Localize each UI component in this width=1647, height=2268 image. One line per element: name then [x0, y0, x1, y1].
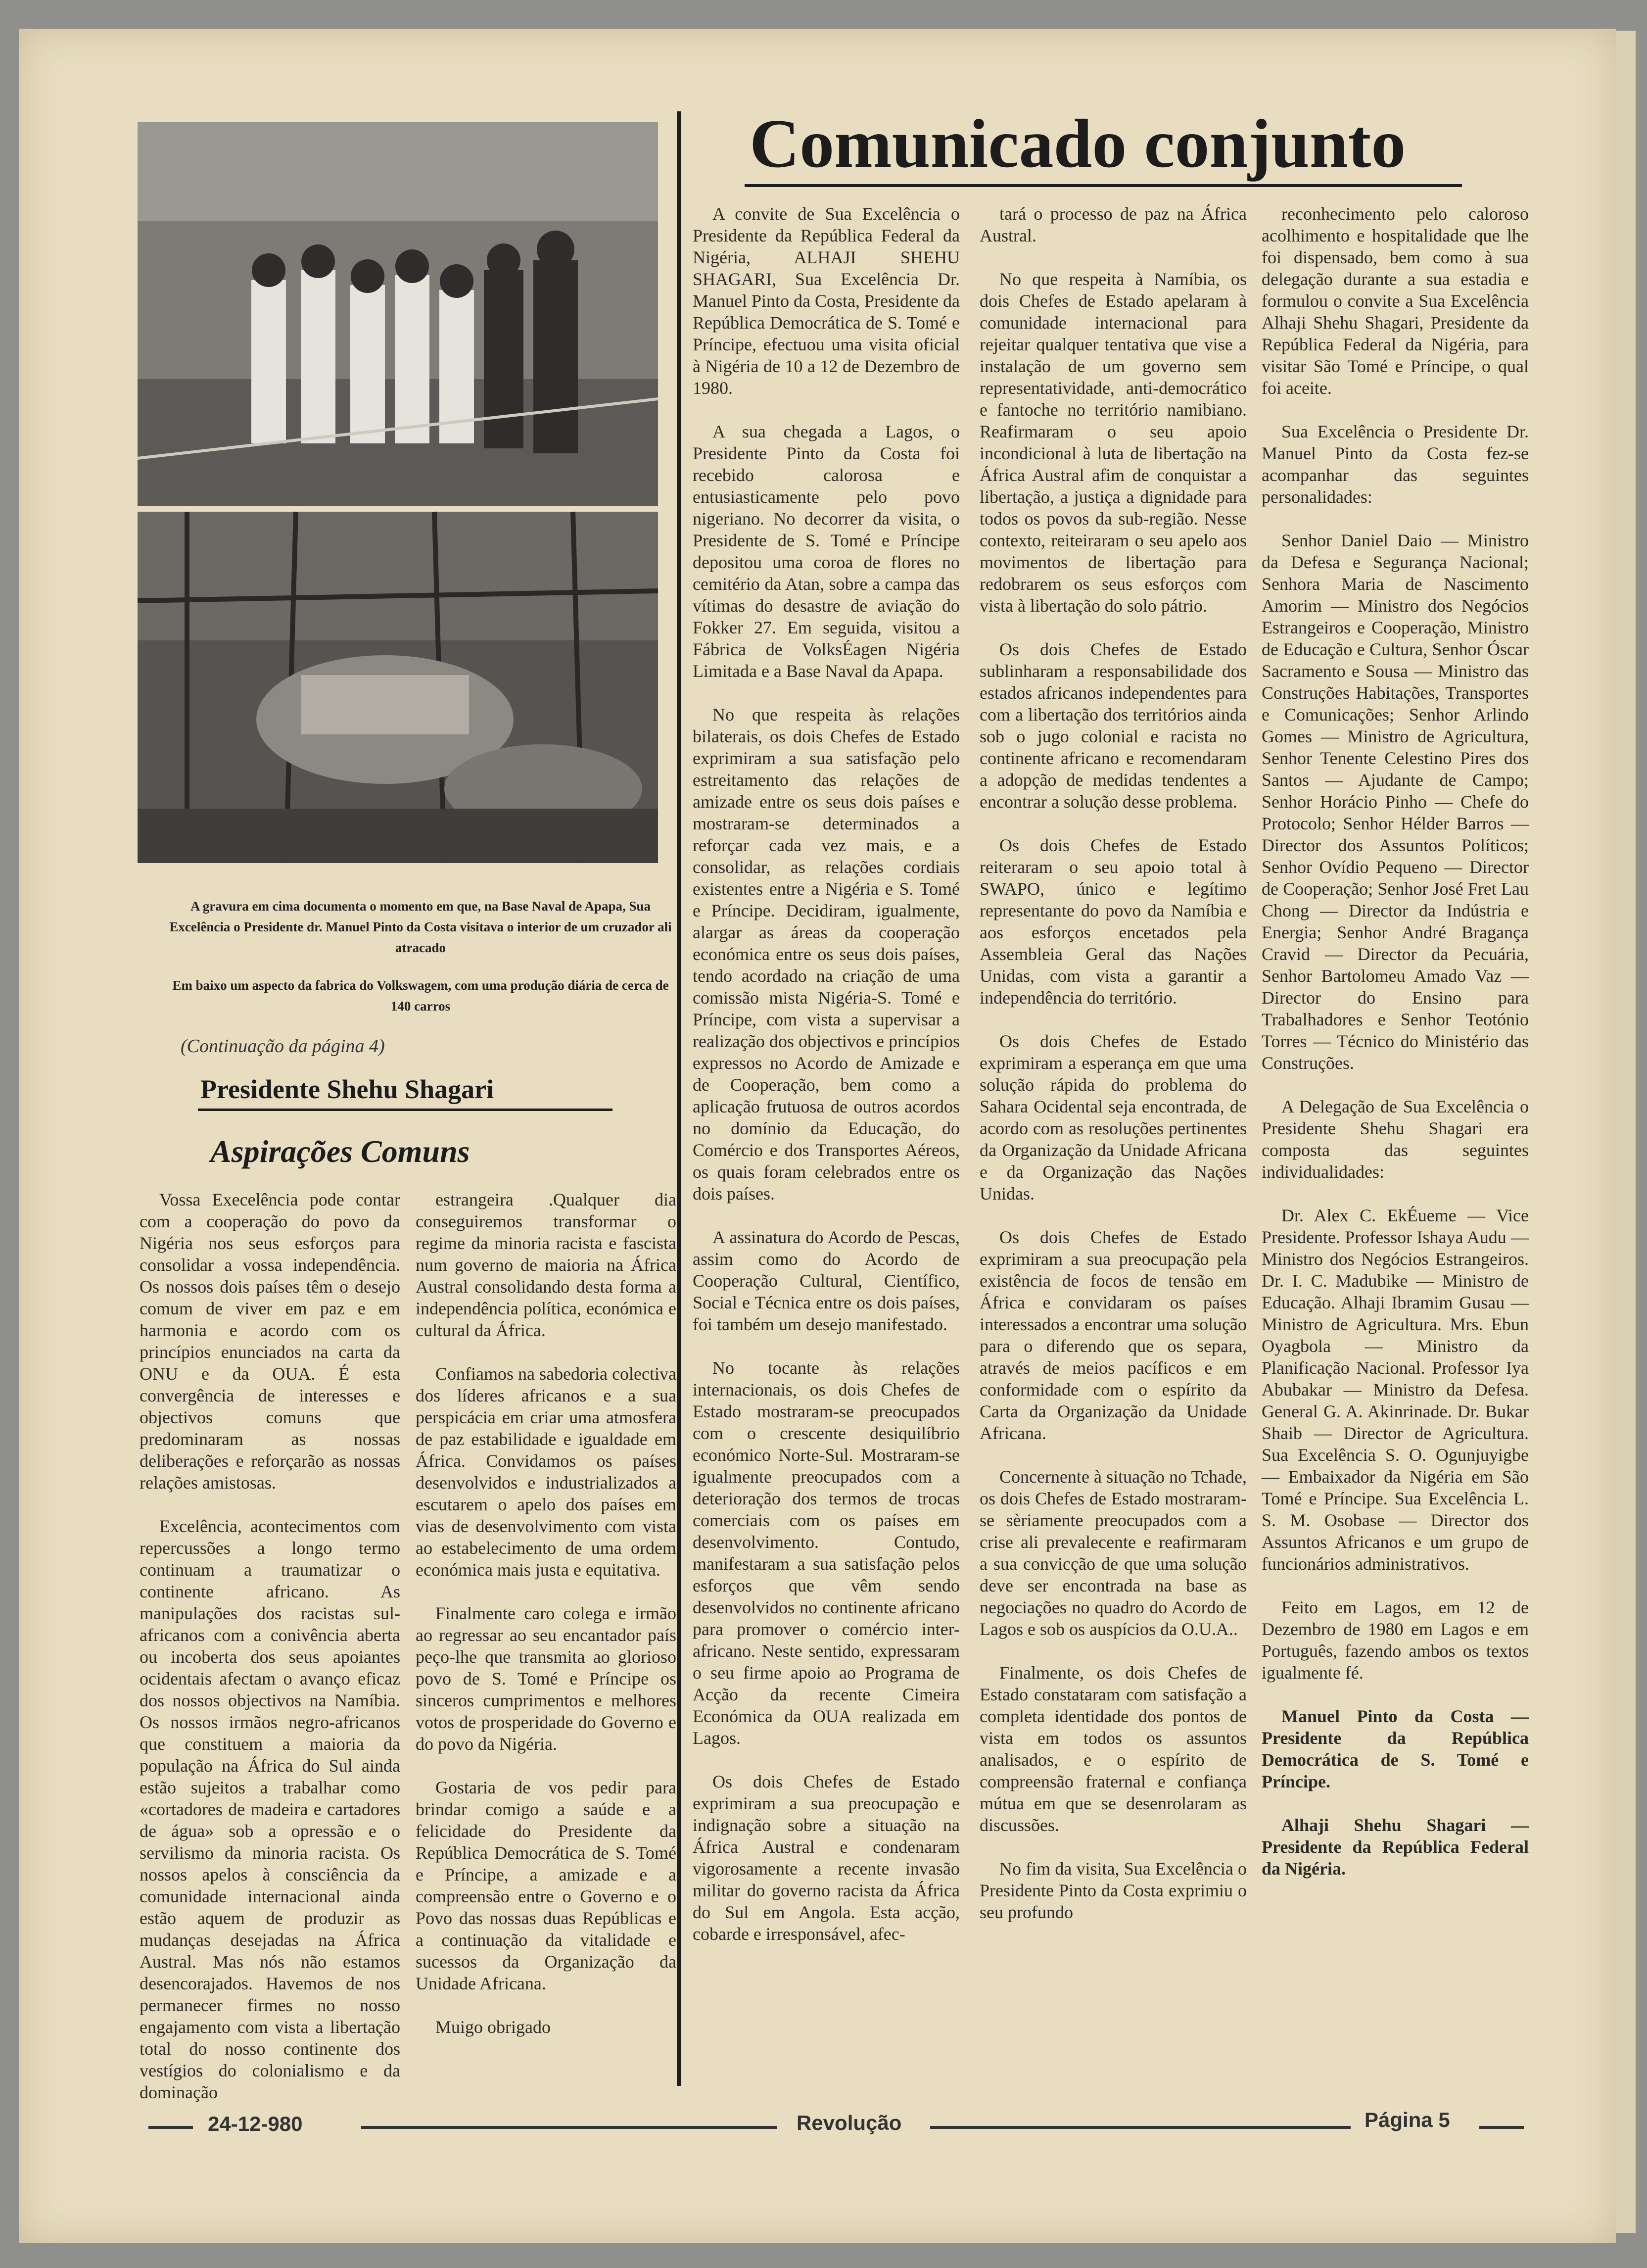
paragraph: Confiamos na sabedoria colectiva dos líderes africanos e a sua perspicácia em criar uma atmosfera de paz estabilidade e igualdade em África. Convidamos os países desenvolvidos e industrializados a escutarem o apelo dos países em vias de desenvolvimento com vista ao estabelecimento de uma ordem económica mais justa e equitativa. [416, 1364, 676, 1580]
paragraph: reconhecimento pelo caloroso acolhimento e hospitalidade que lhe foi dispensado, bem como à sua delegação durante a sua estadia e formulou o convite a Sua Excelência Alhaji Shehu Shagari, Presidente da República Federal da Nigéria, para visitar São Tomé e Príncipe, o qual foi aceite. [1262, 204, 1529, 398]
issue-date: 24-12-980 [208, 2112, 303, 2135]
left-article-column-1 [140, 1189, 400, 2102]
paragraph: Finalmente caro colega e irmão ao regressar ao seu encantador país peço-lhe que transmita ao glorioso povo de S. Tomé e Príncipe os sinceros cumprimentos e melhores votos de prosperidade do Governo e do povo da Nigéria. [416, 1603, 676, 1754]
paragraph: A Delegação de Sua Excelência o Presidente Shehu Shagari era composta das seguintes individualidades: [1262, 1097, 1529, 1182]
article-title: Aspirações Comuns [210, 1134, 470, 1169]
paragraph: No que respeita às relações bilaterais, os dois Chefes de Estado exprimiram a sua satisfação pelo estreitamento das relações de amizade entre os seus dois países e mostraram-se determinados a reforçar cada vez mais, e a consolidar, as relações cordiais existentes entre a Nigéria e S. Tomé e Príncipe. Decidiram, igualmente, alargar as áreas da cooperação económica entre os seus dois países, tendo acordado na criação de uma comissão mista Nigéria-S. Tomé e Príncipe, com vista a supervisar a realização dos objectivos e princípios expressos no Acordo de Amizade e de Cooperação, bem como a aplicação frutuosa de outros acordos no domínio da Educação, do Comércio e dos Transportes Aéreos, os quais foram celebrados entre os dois países. [693, 705, 960, 1204]
paragraph: Finalmente, os dois Chefes de Estado constataram com satisfação a completa identidade dos pontos de vista em todos os assuntos analisados, e o espírito de compreensão fraternal e confiança mútua em que se desenrolaram as discussões. [980, 1663, 1247, 1835]
left-article-column-2 [416, 1189, 676, 2089]
continuation-note: (Continuação da página 4) [181, 1036, 385, 1057]
photo-caption-1: A gravura em cima documenta o momento em que, na Base Naval de Apapa, Sua Excelência o Presidente dr. Manuel Pinto da Costa visitava o interior de um cruzador ali atracado [169, 899, 672, 955]
paragraph: Os dois Chefes de Estado exprimiram a esperança em que uma solução rápida do problema do Sahara Ocidental seja encontrada, de acordo com as resoluções pertinentes da Organização da Unidade Africana e da Organização das Nações Unidas. [980, 1031, 1247, 1204]
photo-caption-2: Em baixo um aspecto da fabrica do Volkswagem, com uma produção diária de cerca de 140 carros [172, 978, 669, 1013]
communique-column-2 [980, 203, 1247, 2093]
paragraph: Vossa Execelência pode contar com a cooperação do povo da Nigéria nos seus esforços para consolidar a vossa independência. Os nossos dois países têm o desejo comum de viver em paz e em harmonia e acordo com os princípios enunciados na carta da ONU e da OUA. É esta convergência de interesses e objectivos comuns que predominaram as nossas deliberações e reforçarão as nossas relações amistosas. [140, 1190, 400, 1493]
paragraph: tará o processo de paz na África Austral. [980, 204, 1247, 245]
paragraph: Feito em Lagos, em 12 de Dezembro de 1980 em Lagos e em Português, fazendo ambos os textos igualmente fé. [1262, 1597, 1529, 1683]
communique-column-3 [1262, 203, 1529, 2093]
paragraph: A convite de Sua Excelência o Presidente da República Federal da Nigéria, ALHAJI SHEHU SHAGARI, Sua Excelência Dr. Manuel Pinto da Costa, Presidente da República Democrática de S. Tomé e Príncipe, efectuou uma visita oficial à Nigéria de 10 a 12 de Dezembro de 1980. [693, 204, 960, 398]
paragraph: estrangeira .Qualquer dia conseguiremos transformar o regime da minoria racista e fascista num governo de maioria na África Austral consolidando desta forma a independência política, económica e cultural da África. [416, 1190, 676, 1340]
paragraph: Dr. Alex C. EkÉueme — Vice Presidente. Professor Ishaya Audu — Ministro dos Negócios Estrangeiros. Dr. I. C. Madubike — Ministro de Educação. Alhaji Ibramim Gusau — Ministro de Agricultura. Mrs. Ebun Oyagbola — Ministro da Planificação Nacional. Professor Iya Abubakar — Ministro da Defesa. General G. A. Akinrinade. Dr. Bukar Shaib — Director de Agricultura. Sua Excelência S. O. Ogunjuyigbe — Embaixador da Nigéria em São Tomé e Príncipe. Sua Excelência L. S. M. Osobase — Director dos Assuntos Africanos e um grupo de funcionários administrativos. [1262, 1206, 1529, 1574]
page-edge [1616, 31, 1636, 2233]
page-number: Página 5 [1365, 2108, 1450, 2131]
footer-rule-right [1479, 2126, 1524, 2129]
paragraph: Sua Excelência o Presidente Dr. Manuel Pinto da Costa fez-se acompanhar das seguintes personalidades: [1262, 422, 1529, 507]
communique-column-1 [693, 203, 960, 2093]
paragraph: Os dois Chefes de Estado sublinharam a responsabilidade dos estados africanos independentes para com a libertação dos territórios ainda sob o jugo colonial e racista no continente africano e recomendaram a adopção de medidas tendentes a encontrar a solução desse problema. [980, 639, 1247, 812]
article-kicker: Presidente Shehu Shagari [200, 1074, 494, 1104]
paragraph: Os dois Chefes de Estado exprimiram a sua preocupação e indignação sobre a situação na África Austral e condenaram vigorosamente a recente invasão militar do governo racista da África do Sul em Angola. Esta acção, cobarde e irresponsável, afec- [693, 1772, 960, 1944]
footer-rule-mid-left [361, 2126, 777, 2129]
paragraph: Muigo obrigado [435, 2017, 551, 2037]
newspaper-name: Revolução [797, 2111, 902, 2134]
paragraph: A sua chegada a Lagos, o Presidente Pinto da Costa foi recebido calorosa e entusiasticamente pelo povo nigeriano. No decorrer da visita, o Presidente de S. Tomé e Príncipe depositou uma coroa de flores no cemitério da Atan, sobre a campa das vítimas do desastre de aviação do Fokker 27. Em seguida, visitou a Fábrica de VolksÉagen Nigéria Limitada e a Base Naval da Apapa. [693, 422, 960, 681]
paragraph: No tocante às relações internacionais, os dois Chefes de Estado mostraram-se preocupados com o crescente desiquilíbrio económico Norte-Sul. Mostraram-se igualmente preocupados com a deterioração dos termos de trocas comerciais com os países em desenvolvimento. Contudo, manifestaram a sua satisfação pelos esforços que vêm sendo desenvolvidos no continente africano para promover o comércio inter-africano. Neste sentido, expressaram o seu firme apoio ao Programa de Acção da recente Cimeira Económica da OUA realizada em Lagos. [693, 1358, 960, 1748]
column-divider [677, 111, 681, 2086]
paragraph: Manuel Pinto da Costa — Presidente da República Democrática de S. Tomé e Príncipe. [1262, 1706, 1529, 1791]
paragraph: No que respeita à Namíbia, os dois Chefes de Estado apelaram à comunidade internacional para rejeitar qualquer tentativa que vise a instalação de um governo sem representatividade, anti-democrático e fantoche no território namibiano. Reafirmaram o seu apoio incondicional à luta de libertação na África Austral afim de conquistar a libertação, a justiça a dignidade para todos os povos da sub-região. Nesse contexto, reiteiraram o seu apelo aos movimentos de libertação para redobrarem os seus esforços com vista à libertação do solo pátrio. [980, 269, 1247, 616]
paragraph: No fim da visita, Sua Excelência o Presidente Pinto da Costa exprimiu o seu profundo [980, 1859, 1247, 1922]
paragraph: Gostaria de vos pedir para brindar comigo a saúde e a felicidade do Presidente da República Democrática de S. Tomé e Príncipe, a amizade e a compreensão entre o Governo e o Povo das nossas duas Repúblicas e a continuação da vitalidade e sucessos da Organização da Unidade Africana. [416, 1778, 676, 1993]
kicker-rule [198, 1109, 612, 1111]
paragraph: Os dois Chefes de Estado reiteraram o seu apoio total à SWAPO, único e legítimo representante do povo da Namíbia e aos esforços encetados pela Assembleia Geral das Nações Unidas, com vista a garantir a independência do território. [980, 835, 1247, 1008]
footer-rule-mid-right [930, 2126, 1351, 2129]
paragraph: A assinatura do Acordo de Pescas, assim como do Acordo de Cooperação Cultural, Científico, Social e Técnica entre os dois países, foi também um desejo manifestado. [693, 1227, 960, 1334]
paragraph: Excelência, acontecimentos com repercussões a longo termo continuam a traumatizar o continente africano. As manipulações dos racistas sul-africanos com a conivência aberta ou incoberta dos seus apoiantes ocidentais afectam o avanço eficaz dos nossos objectivos na Namíbia. Os nossos irmãos negro-africanos que constituem a maioria da população na África do Sul ainda estão sujeitos a trabalhar como «cortadores de madeira e cartadores de água» sob a opressão e o servilismo da minoria racista. Os nossos apelos à consciência da comunidade internacional ainda estão aquem de produzir as mudanças desejadas na África Austral. Mas nós não estamos desencorajados. Havemos de nos permanecer firmes no nosso engajamento com vista a libertação total do nosso continente dos vestígios do colonialismo e da dominação [140, 1516, 400, 2102]
paragraph: Concernente à situação no Tchade, os dois Chefes de Estado mostraram-se sèriamente preocupados com a crise ali prevalecente e reafirmaram a sua convicção de que uma solução deve ser encontrada na base as negociações no quadro do Acordo de Lagos e sob os auspícios da O.U.A.. [980, 1467, 1247, 1639]
communique-title: Comunicado conjunto [750, 105, 1406, 182]
factory-photo [138, 512, 658, 863]
paragraph: Os dois Chefes de Estado exprimiram a sua preocupação pela existência de focos de tensão em África e convidaram os países interessados a encontrar uma solução para o diferendo que os separa, através de meios pacíficos e em conformidade com o espírito da Carta da Organização da Unidade Africana. [980, 1227, 1247, 1443]
footer-rule-left [148, 2126, 193, 2129]
paragraph: Senhor Daniel Daio — Ministro da Defesa e Segurança Nacional; Senhora Maria de Nascimento Amorim — Ministro dos Negócios Estrangeiros e Cooperação, Ministro de Educação e Cultura, Senhor Óscar Sacramento e Sousa — Ministro das Construções Habitações, Transportes e Comunicações; Senhor Arlindo Gomes — Ministro de Agricultura, Senhor Tenente Celestino Pires dos Santos — Ajudante de Campo; Senhor Horácio Pinho — Chefe do Protocolo; Senhor Hélder Barros — Director dos Assuntos Políticos; Senhor Ovídio Pequeno — Director de Cooperação; Senhor José Fret Lau Chong — Director da Indústria e Energia; Senhor André Bragança Cravid — Director da Pecuária, Senhor Bartolomeu Amado Vaz — Director do Ensino para Trabalhadores e Senhor Teotónio Torres — Técnico do Ministério das Construções. [1262, 531, 1529, 1073]
paragraph: Alhaji Shehu Shagari — Presidente da República Federal da Nigéria. [1262, 1815, 1529, 1879]
navy-visit-photo [138, 122, 658, 506]
title-rule [745, 184, 1462, 187]
